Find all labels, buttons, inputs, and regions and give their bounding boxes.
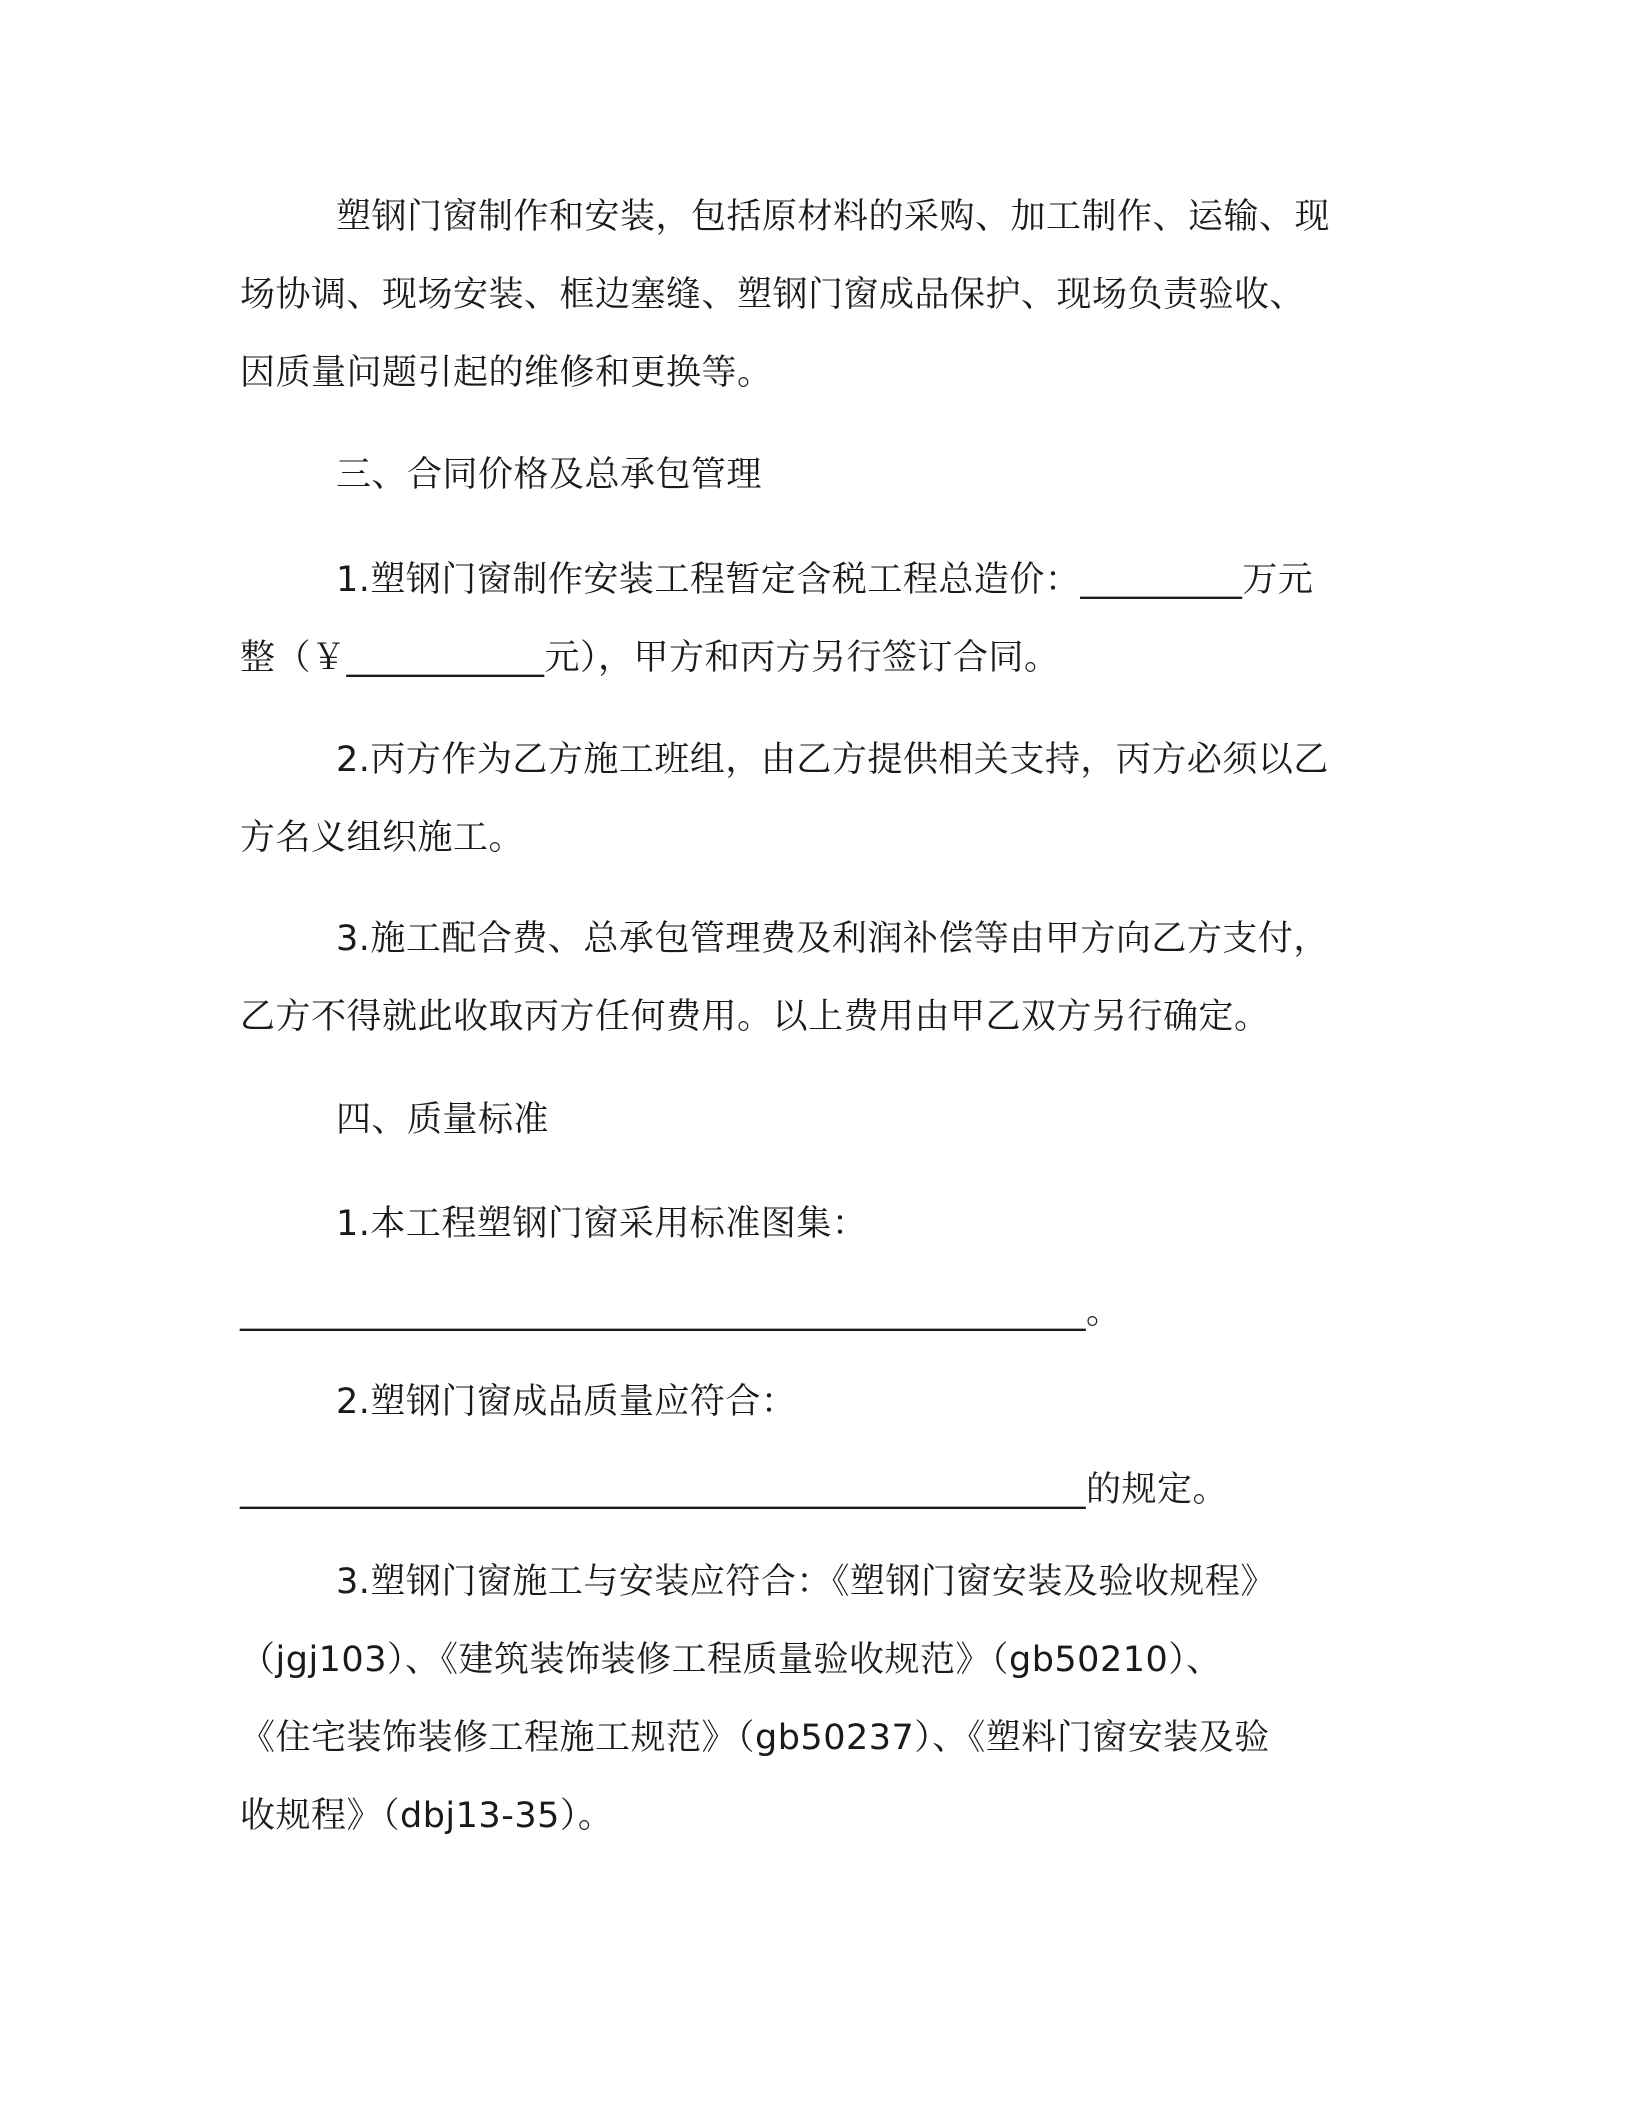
- paragraph-price-1: [240, 541, 1390, 697]
- paragraph-quality-2: [240, 1363, 1390, 1529]
- text-line: 方名义组织施工。: [240, 818, 525, 858]
- text-line: 2.塑钢门窗成品质量应符合：: [336, 1382, 797, 1422]
- text-line: 1.本工程塑钢门窗采用标准图集：: [336, 1204, 868, 1244]
- text-line: 3.施工配合费、总承包管理费及利润补偿等由甲方向乙方支付，: [336, 919, 1329, 959]
- paragraph-quality-3: [240, 1543, 1390, 1855]
- text-line: 整（￥___________元），甲方和丙方另行签订合同。: [240, 638, 1060, 678]
- text-line: 因质量问题引起的维修和更换等。: [240, 353, 773, 393]
- text-line: 2.丙方作为乙方施工班组，由乙方提供相关支持，丙方必须以乙: [336, 740, 1329, 780]
- paragraph-price-3: [240, 900, 1390, 1056]
- text-line: 3.塑钢门窗施工与安装应符合：《塑钢门窗安装及验收规程》: [336, 1562, 1276, 1602]
- text-line: 场协调、现场安装、框边塞缝、塑钢门窗成品保护、现场负责验收、: [240, 275, 1306, 315]
- text-line: 乙方不得就此收取丙方任何费用。以上费用由甲乙双方另行确定。: [240, 997, 1270, 1037]
- text-line: 塑钢门窗制作和安装，包括原材料的采购、加工制作、运输、现: [336, 197, 1331, 237]
- blank-fill-line: _______________________________________________的规定。: [240, 1470, 1229, 1510]
- paragraph-quality-1: [240, 1185, 1390, 1351]
- text-line: 《住宅装饰装修工程施工规范》（gb50237）、《塑料门窗安装及验: [240, 1718, 1270, 1758]
- text-line: （jgj103）、《建筑装饰装修工程质量验收规范》（gb50210）、: [240, 1640, 1222, 1680]
- section-heading-4: 四、质量标准: [336, 1100, 550, 1140]
- section-heading-3: 三、合同价格及总承包管理: [336, 455, 763, 495]
- paragraph-price-2: [240, 721, 1390, 877]
- text-line: 1.塑钢门窗制作安装工程暂定含税工程总造价：_________万元: [336, 560, 1314, 600]
- paragraph-scope: [240, 178, 1390, 412]
- text-line: 收规程》（dbj13-35）。: [240, 1796, 614, 1836]
- blank-fill-line: _______________________________________________。: [240, 1292, 1122, 1332]
